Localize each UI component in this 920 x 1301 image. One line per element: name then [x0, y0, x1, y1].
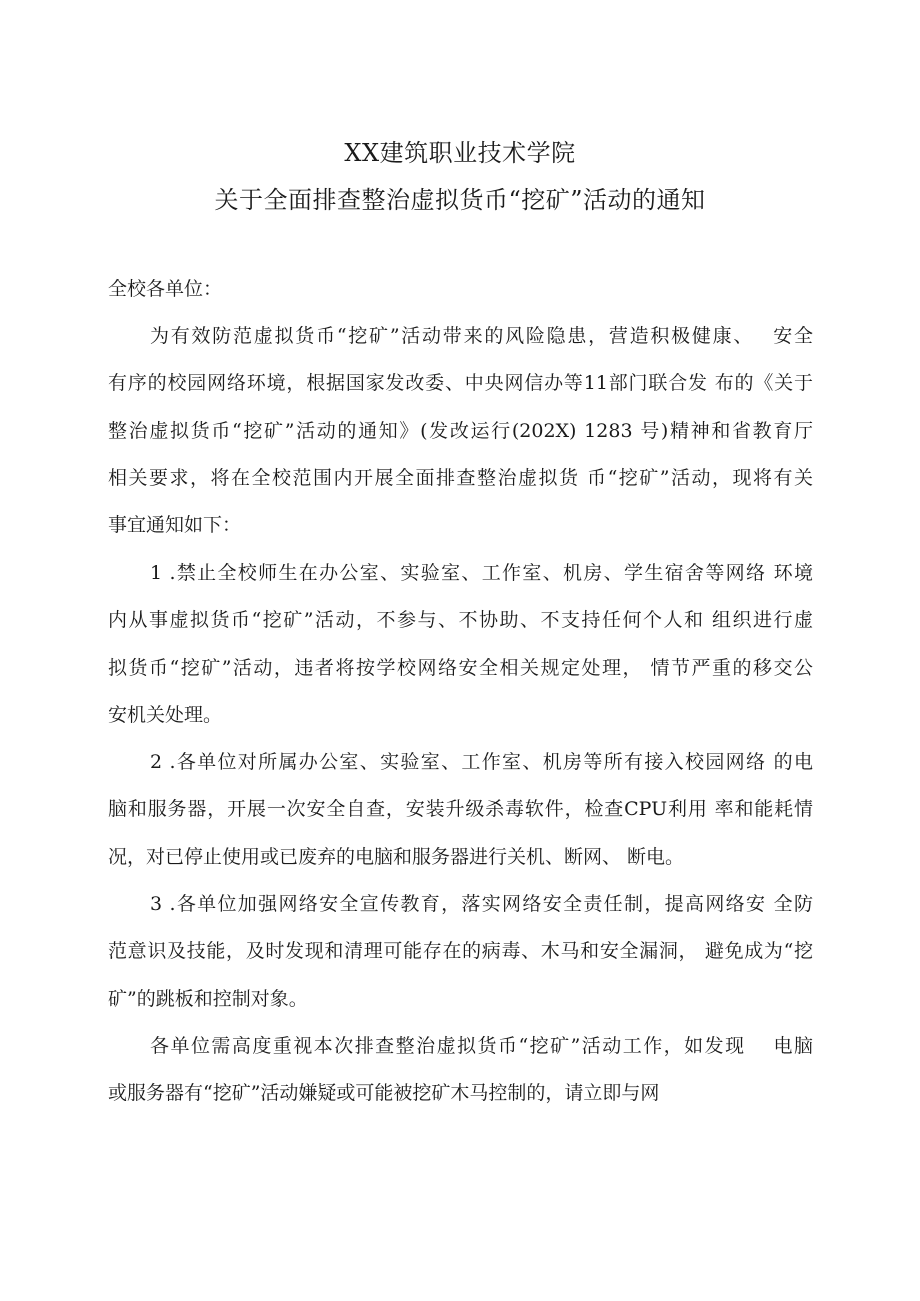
paragraph-line: 3 .各单位加强网络安全宣传教育，落实网络安全责任制，提高网络安 全防: [150, 893, 813, 915]
paragraph-line: 内从事虚拟货币“挖矿”活动，不参与、不协助、不支持任何个人和 组织进行虚: [108, 609, 813, 632]
paragraph-item-2: [108, 747, 813, 889]
paragraph-line: 1 .禁止全校师生在办公室、实验室、工作室、机房、学生宿舍等网络 环境: [150, 562, 813, 584]
paragraph-line: 有序的校园网络环境，根据国家发改委、中央网信办等11部门联合发 布的《关于: [108, 372, 813, 395]
paragraph-line: 事宜通知如下：: [108, 514, 242, 537]
paragraph-closing: [108, 1031, 813, 1126]
paragraph-line: 2 .各单位对所属办公室、实验室、工作室、机房等所有接入校园网络 的电: [150, 751, 813, 773]
paragraph-line: 安机关处理。: [108, 703, 223, 726]
paragraph-line: 或服务器有“挖矿”活动嫌疑或可能被挖矿木马控制的，请立即与网: [108, 1082, 660, 1105]
paragraph-line: 相关要求，将在全校范围内开展全面排查整治虚拟货 币“挖矿”活动，现将有关: [108, 466, 813, 489]
paragraph-line: 拟货币“挖矿”活动，违者将按学校网络安全相关规定处理， 情节严重的移交公: [108, 656, 813, 679]
paragraph-intro: [108, 321, 813, 557]
paragraph-line: 各单位需高度重视本次排查整治虚拟货币“挖矿”活动工作，如发现 电脑: [150, 1035, 813, 1057]
paragraph-line: 况，对已停止使用或已废弃的电脑和服务器进行关机、断网、 断电。: [108, 845, 685, 868]
paragraph-item-3: [108, 889, 813, 1031]
document-title-notice: 关于全面排查整治虚拟货币“挖矿”活动的通知: [214, 186, 706, 214]
paragraph-line: 为有效防范虚拟货币“挖矿”活动带来的风险隐患，营造积极健康、 安全: [150, 325, 813, 347]
paragraph-line: 整治虚拟货币“挖矿”活动的通知》(发改运行(202X) 1283 号)精神和省教育厅: [108, 419, 813, 442]
paragraph-line: 范意识及技能，及时发现和清理可能存在的病毒、木马和安全漏洞， 避免成为“挖: [108, 940, 813, 963]
salutation: 全校各单位：: [108, 278, 223, 300]
paragraph-line: 脑和服务器，开展一次安全自查，安装升级杀毒软件，检查CPU利用 率和能耗情: [108, 798, 813, 821]
paragraph-line: 矿”的跳板和控制对象。: [108, 987, 308, 1010]
document-title-school: XX建筑职业技术学院: [344, 139, 576, 167]
paragraph-item-1: [108, 558, 813, 747]
